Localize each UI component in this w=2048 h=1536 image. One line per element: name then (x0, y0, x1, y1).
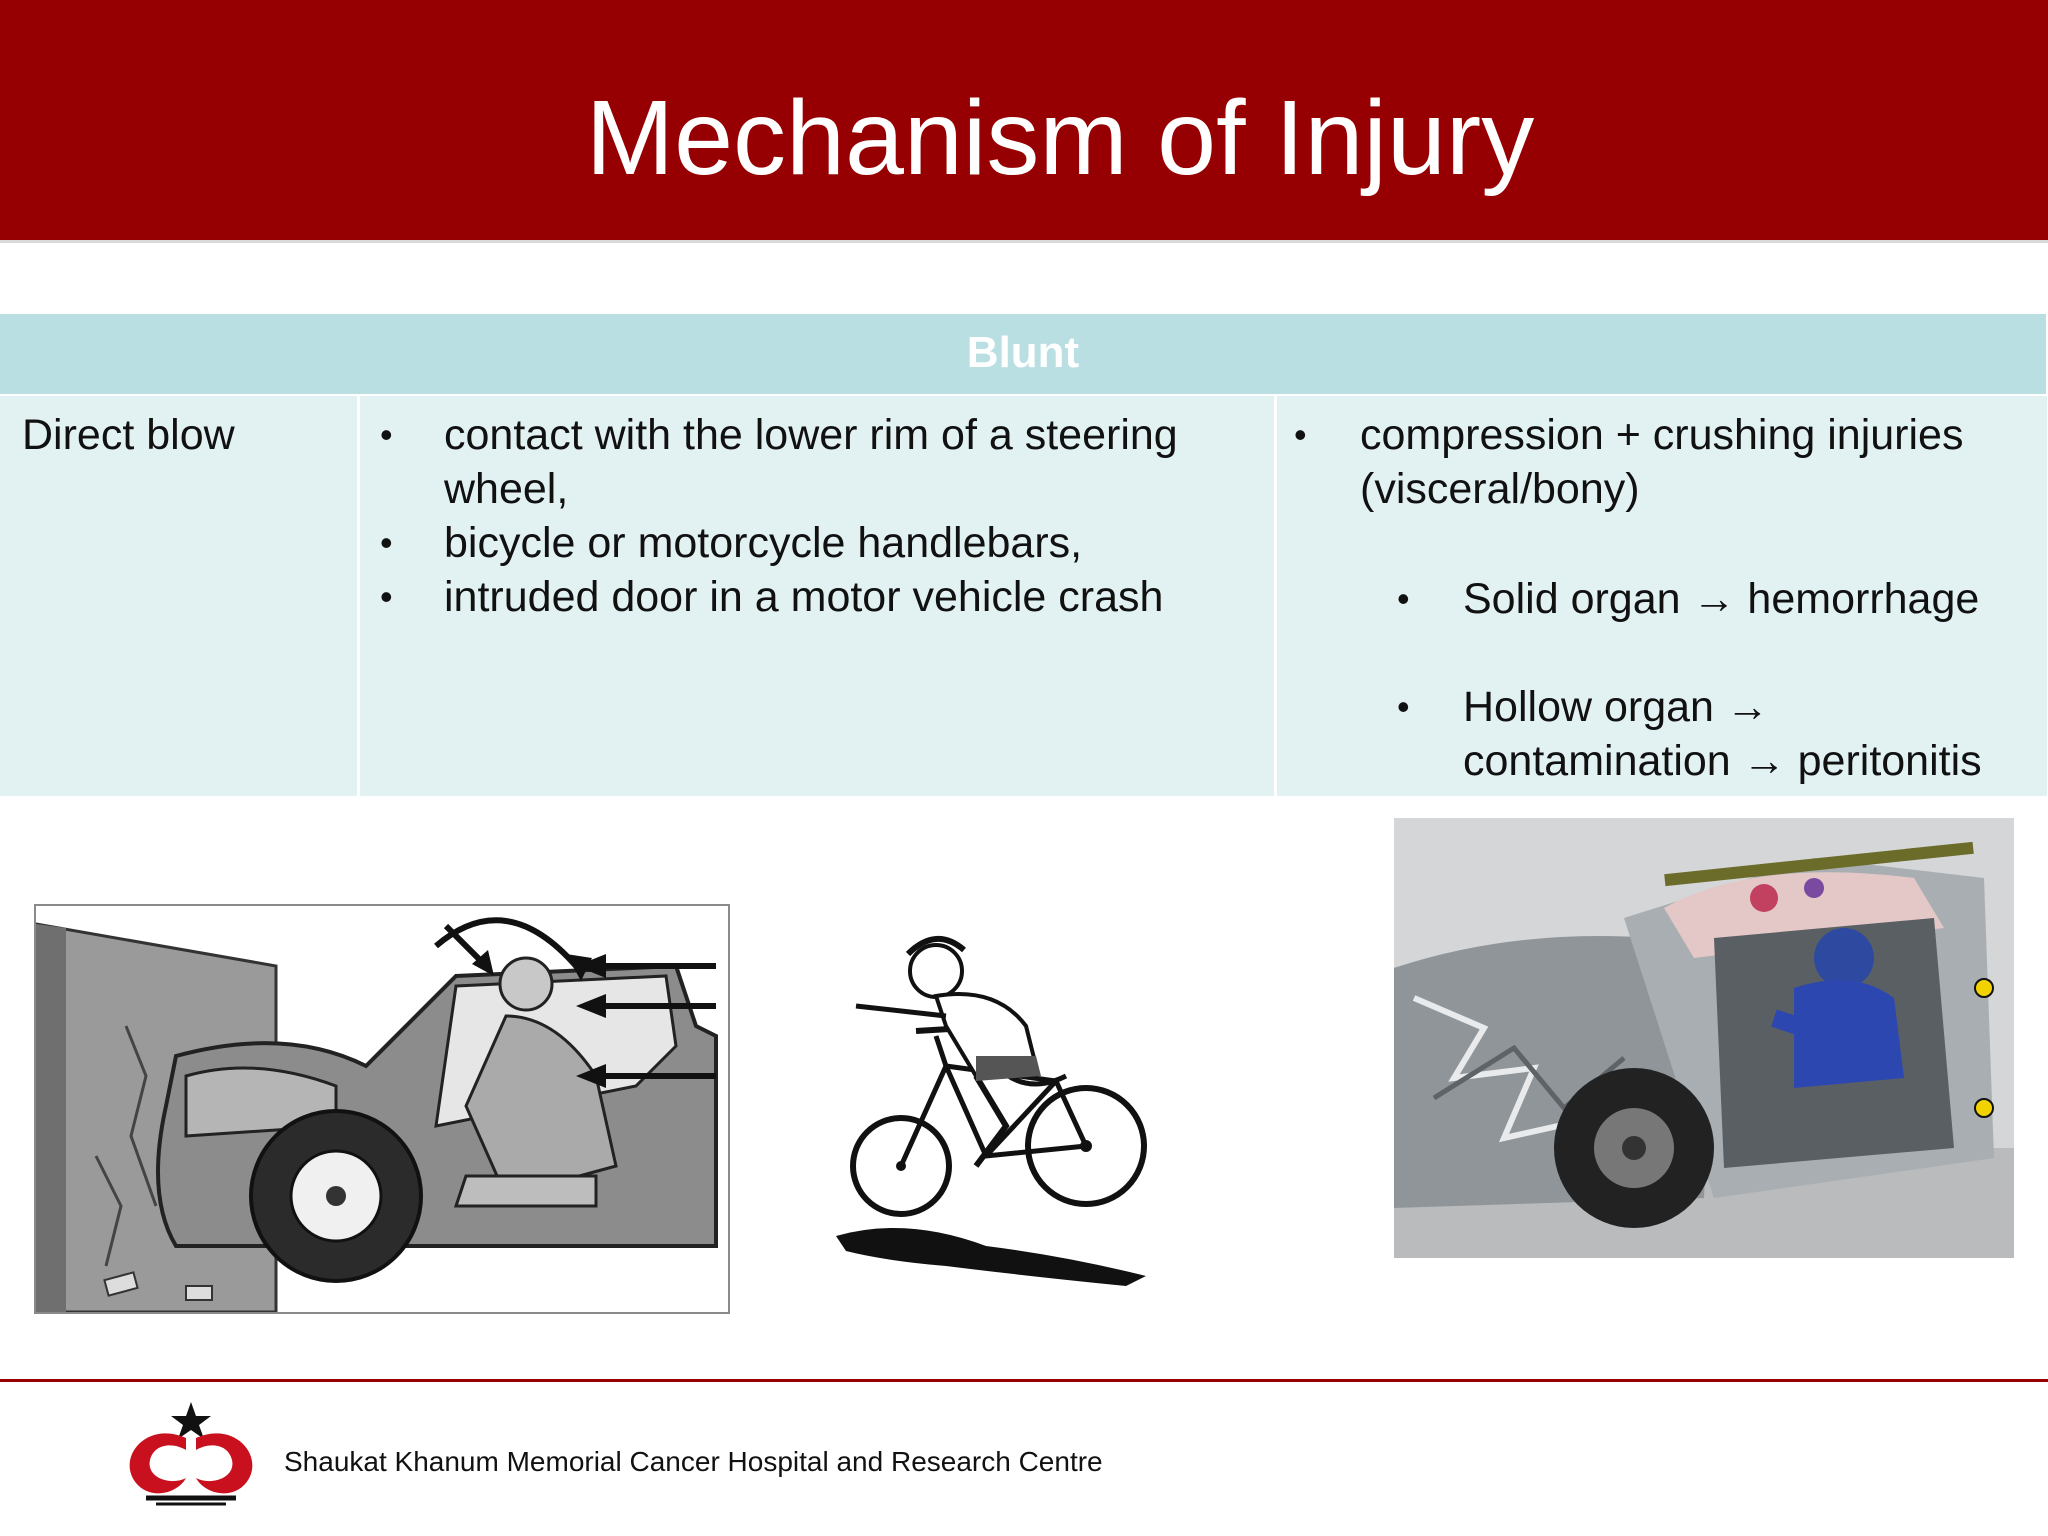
effect-solid-organ: Solid organ → hemorrhage (1463, 575, 1980, 623)
effect-hollow-organ: Hollow organ → (1463, 683, 1769, 731)
title-divider (0, 240, 2048, 243)
institution-name: Shaukat Khanum Memorial Cancer Hospital and Research Centre (284, 1446, 1103, 1477)
bullet-icon: • (380, 522, 393, 563)
title-bar (0, 0, 2048, 240)
table-cell-examples (360, 396, 1274, 796)
table-header (0, 314, 2046, 396)
row-label: Direct blow (22, 411, 235, 459)
car-crash-drawing (36, 906, 728, 1312)
bullet-icon: • (1397, 686, 1410, 727)
car-wall-crash-illustration (34, 904, 730, 1314)
hospital-logo (116, 1398, 266, 1508)
crash-photo-drawing (1394, 818, 2014, 1258)
bicycle-drawing (826, 916, 1166, 1296)
crash-test-photo (1394, 818, 2014, 1258)
list-item: contact with the lower rim of a steering (444, 411, 1178, 459)
footer-divider (0, 1379, 2048, 1382)
bullet-icon: • (1397, 578, 1410, 619)
bullet-icon: • (380, 414, 393, 455)
logo-mark-icon (116, 1398, 266, 1508)
list-item-continuation: wheel, (444, 465, 569, 513)
list-item: bicycle or motorcycle handlebars, (444, 519, 1083, 567)
effect-main-continuation: (visceral/bony) (1360, 465, 1640, 513)
table-cell-effects (1277, 396, 2047, 796)
bullet-icon: • (1294, 414, 1307, 455)
slide-title: Mechanism of Injury (585, 79, 1535, 197)
bullet-icon: • (380, 576, 393, 617)
bicycle-rider-illustration (826, 916, 1166, 1296)
effect-main: compression + crushing injuries (1360, 411, 1964, 459)
table-header-label: Blunt (966, 328, 1080, 377)
list-item: intruded door in a motor vehicle crash (444, 573, 1164, 621)
effect-hollow-organ-continuation: contamination → peritonitis (1463, 737, 1982, 785)
table-cell-mechanism (0, 396, 357, 796)
